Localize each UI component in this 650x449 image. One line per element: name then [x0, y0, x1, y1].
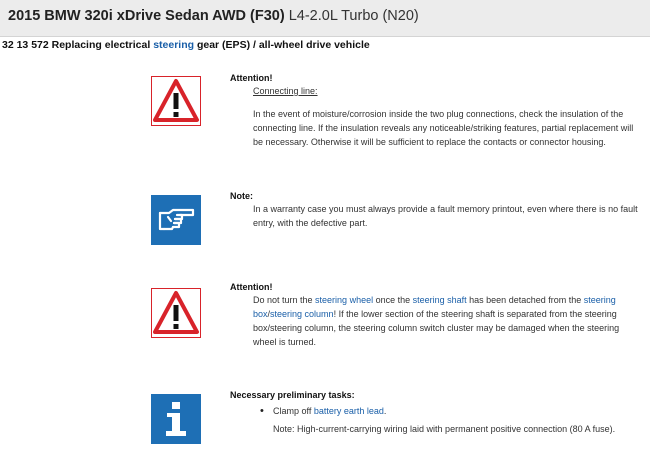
text-run: Do not turn the	[253, 295, 316, 305]
engine-spec: L4-2.0L Turbo (N20)	[288, 8, 419, 24]
steering-box-link[interactable]: steering box	[253, 295, 616, 319]
preliminary-tasks-label: Necessary preliminary tasks:	[230, 390, 355, 400]
text-run: /	[267, 309, 271, 319]
vehicle-title	[8, 8, 419, 24]
page-header	[0, 0, 650, 37]
pointing-hand-icon	[151, 195, 201, 245]
note-label: Note:	[230, 191, 253, 201]
connecting-line-section	[253, 84, 638, 149]
text-run: has been detached from the	[466, 295, 584, 305]
attention-label-2: Attention!	[230, 282, 273, 292]
steering-link[interactable]: steering	[153, 39, 195, 51]
warning-triangle-icon	[151, 76, 201, 126]
warning-triangle-icon-2	[151, 288, 201, 338]
info-icon	[151, 394, 201, 444]
text-run: .	[383, 406, 387, 416]
battery-earth-lead-link[interactable]: battery earth lead	[313, 406, 384, 416]
fuse-note: Note: High-current-carrying wiring laid with permanent positive connection (80 A fuse).	[273, 424, 616, 434]
steering-warning-text	[253, 293, 638, 349]
vehicle-name: 2015 BMW 320i xDrive Sedan AWD (F30)	[8, 8, 285, 24]
document-title-suffix: gear (EPS) / all-wheel drive vehicle	[194, 39, 370, 51]
attention-label: Attention!	[230, 73, 273, 83]
document-title-prefix: 32 13 572 Replacing electrical	[2, 39, 154, 51]
connecting-line-text: In the event of moisture/corrosion inside the two plug connections, check the insulation of the connecting line. If the insulation reveals any noticeable/striking features, partial replacement will be necessary. Otherwise it will be sufficient to replace the contacts or connector housing.	[253, 109, 634, 147]
steering-shaft-link[interactable]: steering shaft	[412, 295, 467, 305]
connecting-line-heading: Connecting line:	[253, 86, 318, 96]
text-run: Clamp off	[273, 406, 314, 416]
list-item	[253, 404, 638, 418]
preliminary-tasks	[253, 404, 638, 436]
text-run: ! If the lower section of the steering shaft is separated from the steering box/steering column, the steering column switch cluster may be damaged when the steering wheel is turned.	[253, 309, 620, 347]
note-text: In a warranty case you must always provide a fault memory printout, even where there is no fault entry, with the defective part.	[253, 204, 638, 228]
task-list	[253, 404, 638, 418]
document-title	[2, 39, 370, 51]
steering-column-link[interactable]: steering column	[270, 309, 334, 319]
steering-wheel-link[interactable]: steering wheel	[315, 295, 374, 305]
text-run: once the	[373, 295, 413, 305]
